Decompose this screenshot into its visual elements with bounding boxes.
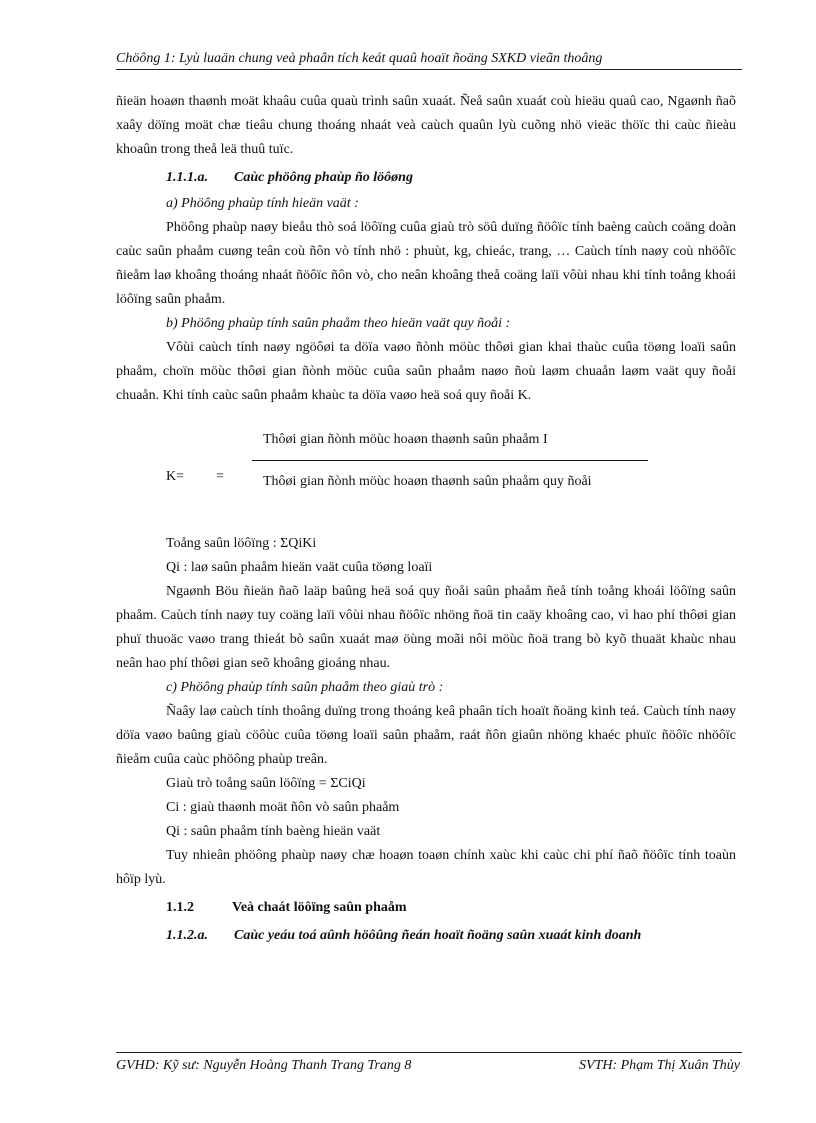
section-title: Veà chaát löôïng saûn phaåm [232,900,407,915]
section-number: 1.1.2.a. [166,928,208,943]
text-line: Toång saûn löôïng : ΣQiKi [166,536,317,551]
formula-numerator: Thôøi gian ñònh möùc hoaøn thaønh saûn phaåm I [263,432,548,447]
subheading: a) Phöông phaùp tính hieän vaät : [166,196,359,211]
formula-denominator: Thôøi gian ñònh möùc hoaøn thaønh saûn phaåm quy ñoåi [263,474,592,489]
footer-student: SVTH: Phạm Thị Xuân Thủy [579,1058,740,1073]
fraction-bar [252,460,648,461]
page-footer [116,1052,742,1074]
section-heading [116,896,736,920]
formula-equals: = [216,469,224,484]
section-heading [116,924,736,948]
text-line: Qi : saûn phaåm tính baèng hieän vaät [166,824,381,839]
section-title: Caùc phöông phaùp ño löôøng [234,170,413,185]
subheading: c) Phöông phaùp tính saûn phaåm theo giaù trò : [166,680,444,695]
subheading: b) Phöông phaùp tính saûn phaåm theo hieän vaät quy ñoåi : [166,316,511,331]
paragraph: Tuy nhieân phöông phaùp naøy chæ hoaøn toaøn chính xaùc khi caùc chi phí ñaõ ñöôïc tính toaùn hôïp lyù. [116,848,736,887]
text-line: Ci : giaù thaønh moät ñôn vò saûn phaåm [166,800,400,815]
section-number: 1.1.1.a. [166,170,208,185]
text-line: Qi : laø saûn phaåm hieän vaät cuûa töøng loaïi [166,560,433,575]
formula [116,428,736,522]
paragraph: Vôùi caùch tính naøy ngöôøi ta döïa vaøo ñònh möùc thôøi gian khai thaùc cuûa töøng loaïi saûn phaåm, choïn möùc thôøi gian ñònh möùc cuûa saûn phaåm naøo ñoù laøm chuaån laøm vaät quy ñoåi chuaån. Khi tính caùc saûn phaåm khaùc ta döïa vaøo heä soá quy ñoåi K. [116,340,736,403]
footer-advisor: GVHD: Kỹ sư: Nguyễn Hoàng Thanh Trang Trang 8 [116,1058,412,1073]
text-line: Giaù trò toång saûn löôïng = ΣCiQi [166,776,366,791]
paragraph: ñieän hoaøn thaønh moät khaâu cuûa quaù trình saûn xuaát. Ñeå saûn xuaát coù hieäu quaû cao, Ngaønh ñaõ xaây döïng moät chæ tieâu chung thoáng nhaát veà caùch quaûn lyù cuõng nhö vieäc thöïc thi caùc ñieàu khoaûn trong theå leä thuû tuïc. [116,94,736,157]
paragraph: Phöông phaùp naøy bieåu thò soá löôïng cuûa giaù trò söû duïng ñöôïc tính baèng caùch coäng doàn caùc saûn phaåm cuøng teân coù ñôn vò tính nhö : phuùt, kg, chieác, trang, … Caùch tính naøy coù nhöôïc ñieåm laø khoâng thoáng nhaát ñöôïc ñôn vò, cho neân khoâng theå coäng laïi vôùi nhau khi tính toång khoái löôïng saûn phaåm. [116,220,736,307]
page-header: Chöông 1: Lyù luaän chung veà phaân tích keát quaû hoaït ñoäng SXKD vieãn thoâng [116,50,742,70]
paragraph: Ngaønh Böu ñieän ñaõ laäp baûng heä soá quy ñoåi saûn phaåm ñeå tính toång khoái löôïng saûn phaåm. Caùch tính naøy tuy coäng laïi vôùi nhau ñöôïc nhöng ñoä tin caäy khoâng cao, vì hao phí thôøi gian phuï thuoäc vaøo trang thieát bò saûn xuaát maø öùng moãi nôi möùc ñoä trang bò kyõ thuaät khaùc nhau neân hao phí thôøi gian seõ khoâng gioáng nhau. [116,584,736,671]
page-body [116,90,736,950]
paragraph: Ñaây laø caùch tính thoâng duïng trong thoáng keâ phaân tích hoaït ñoäng kinh teá. Caùch tính naøy döïa vaøo baûng giaù cöôùc cuûa töøng loaïi saûn phaåm, raát ñôn giaûn nhöng khaéc phuïc ñöôïc nhöôïc ñieåm cuûa caùc phöông phaùp treân. [116,704,736,767]
formula-lhs: K= [166,469,185,484]
section-heading [116,166,736,190]
section-number: 1.1.2 [166,900,194,915]
section-title: Caùc yeáu toá aûnh höôûng ñeán hoaït ñoäng saûn xuaát kinh doanh [234,928,642,943]
